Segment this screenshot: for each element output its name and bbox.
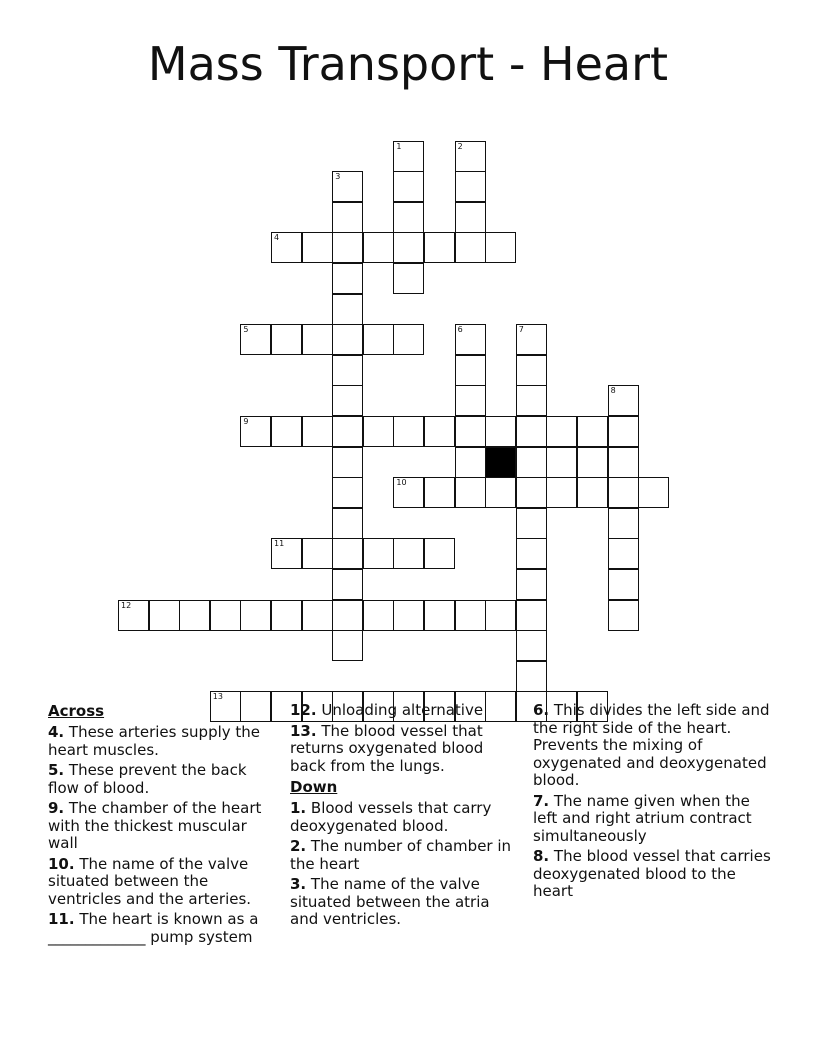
- grid-cell[interactable]: [455, 385, 486, 416]
- grid-cell[interactable]: [393, 324, 424, 355]
- grid-cell[interactable]: [118, 600, 149, 631]
- grid-cell[interactable]: [240, 416, 271, 447]
- grid-cell[interactable]: [424, 600, 455, 631]
- grid-cell[interactable]: [455, 141, 486, 172]
- grid-cell[interactable]: [516, 630, 547, 661]
- grid-cell[interactable]: [516, 416, 547, 447]
- clues-column-3: [533, 702, 773, 904]
- grid-cell[interactable]: [332, 202, 363, 233]
- grid-cell[interactable]: [302, 600, 333, 631]
- clue-number: 1: [396, 141, 402, 151]
- grid-cell[interactable]: [577, 416, 608, 447]
- clue-across-9: 9. The chamber of the heart with the thickest muscular wall: [48, 799, 262, 852]
- grid-cell[interactable]: [516, 569, 547, 600]
- grid-cell[interactable]: [485, 477, 516, 508]
- grid-cell[interactable]: [455, 416, 486, 447]
- grid-cell[interactable]: [332, 600, 363, 631]
- clue-number: 8: [610, 386, 616, 396]
- grid-cell[interactable]: [363, 232, 394, 263]
- grid-cell[interactable]: [393, 141, 424, 172]
- clue-down-7: 7. The name given when the left and right atrium contract simultaneously: [533, 791, 752, 845]
- grid-cell[interactable]: [363, 600, 394, 631]
- clue-number: 11: [274, 539, 285, 549]
- grid-cell[interactable]: [516, 477, 547, 508]
- grid-cell[interactable]: [485, 416, 516, 447]
- grid-cell[interactable]: [332, 416, 363, 447]
- grid-cell[interactable]: [332, 232, 363, 263]
- grid-cell[interactable]: [393, 263, 424, 294]
- grid-cell[interactable]: [516, 661, 547, 692]
- clue-number: 9: [243, 417, 249, 426]
- grid-cell[interactable]: [393, 202, 424, 233]
- clue-number: 4: [274, 233, 280, 243]
- grid-cell[interactable]: [608, 416, 639, 447]
- clue-number: 6: [457, 325, 463, 335]
- grid-cell[interactable]: [455, 324, 486, 355]
- grid-cell[interactable]: [302, 324, 333, 355]
- grid-cell[interactable]: [608, 447, 639, 478]
- grid-cell[interactable]: [210, 600, 241, 631]
- grid-cell[interactable]: [332, 538, 363, 569]
- grid-cell[interactable]: [516, 600, 547, 631]
- grid-cell[interactable]: [424, 477, 455, 508]
- grid-cell[interactable]: [271, 538, 302, 569]
- black-cell: [485, 447, 516, 478]
- grid-cell[interactable]: [363, 416, 394, 447]
- grid-cell[interactable]: [332, 630, 363, 661]
- grid-cell[interactable]: [332, 569, 363, 600]
- grid-cell[interactable]: [332, 508, 363, 539]
- down-heading: Down: [290, 778, 338, 796]
- grid-cell[interactable]: [608, 385, 639, 416]
- clue-number: 2: [457, 141, 463, 151]
- grid-cell[interactable]: [393, 477, 424, 508]
- clue-across-5: 5. These prevent the back flow of blood.: [48, 761, 247, 797]
- grid-cell[interactable]: [455, 171, 486, 202]
- grid-cell[interactable]: [332, 355, 363, 386]
- clue-down-8: 8. The blood vessel that carries deoxygenated blood to the heart: [533, 847, 771, 900]
- clue-across-10: 10. The name of the valve situated between the ventricles and the arteries.: [48, 854, 252, 908]
- grid-cell[interactable]: [546, 416, 577, 447]
- grid-cell[interactable]: [179, 600, 210, 631]
- grid-cell[interactable]: [455, 600, 486, 631]
- grid-cell[interactable]: [393, 171, 424, 202]
- grid-cell[interactable]: [516, 508, 547, 539]
- clue-down-2: 2. The number of chamber in the heart: [290, 837, 512, 873]
- grid-cell[interactable]: [424, 232, 455, 263]
- grid-cell[interactable]: [608, 477, 639, 508]
- grid-cell[interactable]: [332, 294, 363, 325]
- grid-cell[interactable]: [546, 477, 577, 508]
- grid-cell[interactable]: [546, 447, 577, 478]
- grid-cell[interactable]: [332, 324, 363, 355]
- clue-across-11: 11. The heart is known as a _____________ pump system: [48, 910, 259, 946]
- grid-cell[interactable]: [455, 232, 486, 263]
- grid-cell[interactable]: [240, 324, 271, 355]
- grid-cell[interactable]: [363, 324, 394, 355]
- grid-cell[interactable]: [424, 416, 455, 447]
- grid-cell[interactable]: [455, 477, 486, 508]
- grid-cell[interactable]: [516, 355, 547, 386]
- grid-cell[interactable]: [608, 569, 639, 600]
- puzzle-title: Mass Transport - Heart: [147, 37, 669, 91]
- grid-cell[interactable]: [577, 477, 608, 508]
- clues-column-2: [290, 702, 512, 932]
- grid-cell[interactable]: [455, 355, 486, 386]
- grid-cell[interactable]: [516, 385, 547, 416]
- grid-cell[interactable]: [332, 385, 363, 416]
- grid-cell[interactable]: [271, 600, 302, 631]
- grid-cell[interactable]: [302, 538, 333, 569]
- grid-cell[interactable]: [332, 447, 363, 478]
- clue-across-4: 4. These arteries supply the heart muscles.: [48, 723, 261, 759]
- clue-across-13: 13. The blood vessel that returns oxygenated blood back from the lungs.: [290, 721, 484, 775]
- grid-cell[interactable]: [271, 232, 302, 263]
- clues-column-1: [48, 702, 274, 949]
- grid-cell[interactable]: [516, 447, 547, 478]
- clue-down-3: 3. The name of the valve situated between the atria and ventricles.: [290, 875, 490, 928]
- grid-cell[interactable]: [302, 416, 333, 447]
- grid-cell[interactable]: [393, 232, 424, 263]
- grid-cell[interactable]: [455, 202, 486, 233]
- grid-cell[interactable]: [332, 477, 363, 508]
- clue-number: 10: [396, 478, 407, 488]
- grid-cell[interactable]: [577, 447, 608, 478]
- clue-number: 12: [121, 600, 132, 610]
- grid-cell[interactable]: [393, 600, 424, 631]
- grid-cell[interactable]: [455, 447, 486, 478]
- grid-cell[interactable]: [608, 538, 639, 569]
- grid-cell[interactable]: [638, 477, 669, 508]
- grid-cell[interactable]: [516, 324, 547, 355]
- clue-across-12: 12. Unloading alternative: [290, 701, 484, 719]
- grid-cell[interactable]: [393, 538, 424, 569]
- grid-cell[interactable]: [149, 600, 180, 631]
- grid-cell[interactable]: [393, 416, 424, 447]
- grid-cell[interactable]: [608, 600, 639, 631]
- grid-cell[interactable]: [516, 538, 547, 569]
- grid-cell[interactable]: [485, 232, 516, 263]
- clue-number: 5: [243, 325, 249, 335]
- grid-cell[interactable]: [485, 600, 516, 631]
- grid-cell[interactable]: [424, 538, 455, 569]
- grid-cell[interactable]: [271, 324, 302, 355]
- clue-number: 13: [212, 692, 223, 702]
- grid-cell[interactable]: [608, 508, 639, 539]
- grid-cell[interactable]: [363, 538, 394, 569]
- across-heading: Across: [48, 702, 105, 720]
- clue-down-6: 6. This divides the left side and the right side of the heart. Prevents the mixing of oxygenated and deoxygenated blood.: [533, 701, 770, 789]
- grid-cell[interactable]: [332, 263, 363, 294]
- grid-cell[interactable]: [240, 600, 271, 631]
- grid-cell[interactable]: [332, 171, 363, 202]
- grid-cell[interactable]: [302, 232, 333, 263]
- clue-down-1: 1. Blood vessels that carry deoxygenated blood.: [290, 799, 492, 835]
- clue-number: 3: [335, 172, 341, 182]
- clue-number: 7: [518, 325, 524, 335]
- grid-cell[interactable]: [271, 416, 302, 447]
